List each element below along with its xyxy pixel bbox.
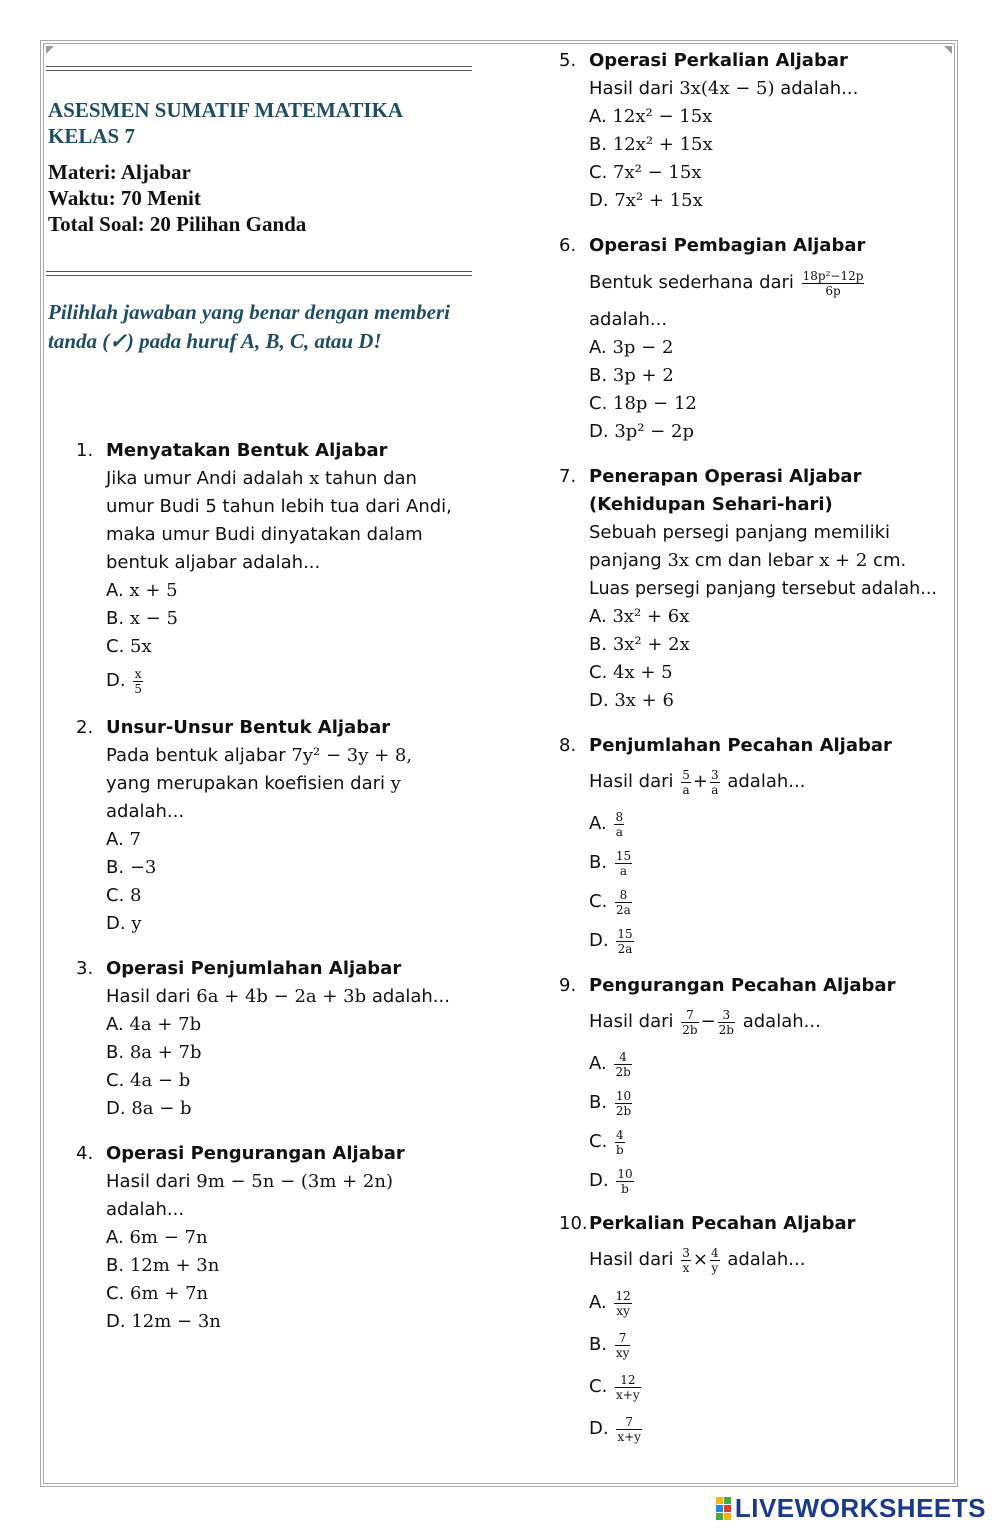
option-a[interactable]: A. 4a + 7b: [106, 1014, 202, 1035]
option-d[interactable]: D. 7x² + 15x: [589, 190, 703, 211]
option-d[interactable]: D. $\frac{7}{x+y}$: [589, 1414, 641, 1444]
option-c[interactable]: C. 18p − 12: [589, 393, 697, 414]
option-d[interactable]: D. 3p² − 2p: [589, 421, 695, 442]
option-d[interactable]: D. $\frac{x}{5}$: [106, 666, 142, 696]
question-2: 2. Unsur-Unsur Bentuk Aljabar Pada bentuk aljabar 7y² − 3y + 8, yang merupakan koefisien dari y adalah... A. 7 B. −3 C. 8 D. y: [76, 714, 476, 938]
question-title: Operasi Penjumlahan Aljabar: [106, 958, 402, 979]
option-c[interactable]: C. 7x² − 15x: [589, 162, 702, 183]
materi: Materi: Aljabar: [48, 160, 191, 184]
question-title: Penjumlahan Pecahan Aljabar: [589, 735, 892, 756]
liveworksheets-logo[interactable]: [716, 1493, 986, 1524]
question-3: 3. Operasi Penjumlahan Aljabar Hasil dari 6a + 4b − 2a + 3b adalah... A. 4a + 7b B. 8a + 7b C. 4a − b D. 8a − b: [76, 955, 476, 1123]
question-title: Penerapan Operasi Aljabar: [589, 466, 862, 487]
option-a[interactable]: A. $\frac{4}{2b}$: [589, 1049, 631, 1079]
page-title: ASESMEN SUMATIF MATEMATIKA KELAS 7: [48, 98, 404, 148]
option-d[interactable]: D. 8a − b: [106, 1098, 192, 1119]
logo-text: LIVEWORKSHEETS: [734, 1493, 986, 1523]
total-soal: Total Soal: 20 Pilihan Ganda: [48, 212, 307, 236]
divider: [46, 66, 472, 71]
question-title: Operasi Pengurangan Aljabar: [106, 1143, 405, 1164]
question-8: 8. Penjumlahan Pecahan Aljabar Hasil dari $\frac{5}{a}$ + $\frac{3}{a}$ adalah... A. $\frac{8}{a}$ B. $\frac{15}{a}$ C. $\frac{8}{2a}$ D. $\frac{15}{2a}$: [559, 732, 959, 960]
question-title: Unsur-Unsur Bentuk Aljabar: [106, 717, 391, 738]
header-block: [46, 66, 472, 356]
option-d[interactable]: D. $\frac{10}{b}$: [589, 1166, 633, 1196]
question-1: 1. Menyatakan Bentuk Aljabar Jika umur Andi adalah x tahun dan umur Budi 5 tahun lebih tua dari Andi, maka umur Budi dinyatakan dalam bentuk aljabar adalah... A. x + 5 B. x − 5 C. 5x D. $\frac{x}{5}$: [76, 437, 476, 700]
option-c[interactable]: C. 4x + 5: [589, 662, 673, 683]
option-b[interactable]: B. $\frac{7}{xy}$: [589, 1330, 630, 1360]
option-a[interactable]: A. $\frac{12}{xy}$: [589, 1288, 631, 1318]
option-a[interactable]: A. 7: [106, 829, 141, 850]
option-b[interactable]: B. $\frac{15}{a}$: [589, 848, 632, 878]
question-title: Operasi Pembagian Aljabar: [589, 235, 866, 256]
option-c[interactable]: C. 8: [106, 885, 142, 906]
logo-icon: [716, 1497, 731, 1520]
question-6: 6. Operasi Pembagian Aljabar Bentuk sederhana dari $\frac{\text{18p²−12p}}{6p}$ adalah... A. 3p − 2 B. 3p + 2 C. 18p − 12 D. 3p² − 2p: [559, 232, 959, 446]
option-d[interactable]: D. $\frac{15}{2a}$: [589, 926, 633, 956]
option-c[interactable]: C. 4a − b: [106, 1070, 191, 1091]
waktu: Waktu: 70 Menit: [48, 186, 201, 210]
question-5: 5. Operasi Perkalian Aljabar Hasil dari 3x(4x − 5) adalah... A. 12x² − 15x B. 12x² + 15x C. 7x² − 15x D. 7x² + 15x: [559, 47, 959, 215]
corner-ornament: [46, 46, 54, 54]
instruction: Pilihlah jawaban yang benar dengan memberi tanda (✓) pada huruf A, B, C, atau D!: [48, 300, 450, 353]
question-4: 4. Operasi Pengurangan Aljabar Hasil dari 9m − 5n − (3m + 2n) adalah... A. 6m − 7n B. 12m + 3n C. 6m + 7n D. 12m − 3n: [76, 1140, 476, 1336]
option-a[interactable]: A. x + 5: [106, 580, 178, 601]
option-c[interactable]: C. 5x: [106, 636, 152, 657]
question-title: Pengurangan Pecahan Aljabar: [589, 975, 896, 996]
question-10: 10. Perkalian Pecahan Aljabar Hasil dari $\frac{3}{x}$ × $\frac{4}{y}$ adalah... A. $\frac{12}{xy}$ B. $\frac{7}{xy}$ C. $\frac{12}{x+y}$ D. $\frac{7}{x+y}$: [559, 1210, 959, 1450]
option-a[interactable]: A. $\frac{8}{a}$: [589, 809, 624, 839]
option-b[interactable]: B. 12x² + 15x: [589, 134, 713, 155]
option-c[interactable]: C. $\frac{12}{x+y}$: [589, 1372, 640, 1402]
option-b[interactable]: B. 8a + 7b: [106, 1042, 202, 1063]
question-7: 7. Penerapan Operasi Aljabar (Kehidupan Sehari-hari) Sebuah persegi panjang memiliki panjang 3x cm dan lebar x + 2 cm. Luas persegi panjang tersebut adalah... A. 3x² + 6x B. 3x² + 2x C. 4x + 5 D. 3x + 6: [559, 463, 959, 715]
option-a[interactable]: A. 12x² − 15x: [589, 106, 713, 127]
option-b[interactable]: B. 3x² + 2x: [589, 634, 690, 655]
option-c[interactable]: C. $\frac{4}{b}$: [589, 1127, 624, 1157]
question-9: 9. Pengurangan Pecahan Aljabar Hasil dari $\frac{7}{2b}$ − $\frac{3}{2b}$ adalah... A. $\frac{4}{2b}$ B. $\frac{10}{2b}$ C. $\frac{4}{b}$ D. $\frac{10}{b}$: [559, 972, 959, 1200]
option-a[interactable]: A. 6m − 7n: [106, 1227, 208, 1248]
option-d[interactable]: D. y: [106, 913, 142, 934]
option-b[interactable]: B. 12m + 3n: [106, 1255, 220, 1276]
option-b[interactable]: B. $\frac{10}{2b}$: [589, 1088, 632, 1118]
question-title: Perkalian Pecahan Aljabar: [589, 1213, 856, 1234]
question-title: Menyatakan Bentuk Aljabar: [106, 440, 388, 461]
option-d[interactable]: D. 3x + 6: [589, 690, 674, 711]
question-title: Operasi Perkalian Aljabar: [589, 50, 848, 71]
option-a[interactable]: A. 3p − 2: [589, 337, 674, 358]
option-b[interactable]: B. −3: [106, 857, 157, 878]
divider: [46, 271, 472, 276]
option-c[interactable]: C. $\frac{8}{2a}$: [589, 887, 631, 917]
option-a[interactable]: A. 3x² + 6x: [589, 606, 690, 627]
option-b[interactable]: B. x − 5: [106, 608, 178, 629]
option-d[interactable]: D. 12m − 3n: [106, 1311, 221, 1332]
option-c[interactable]: C. 6m + 7n: [106, 1283, 209, 1304]
option-b[interactable]: B. 3p + 2: [589, 365, 674, 386]
